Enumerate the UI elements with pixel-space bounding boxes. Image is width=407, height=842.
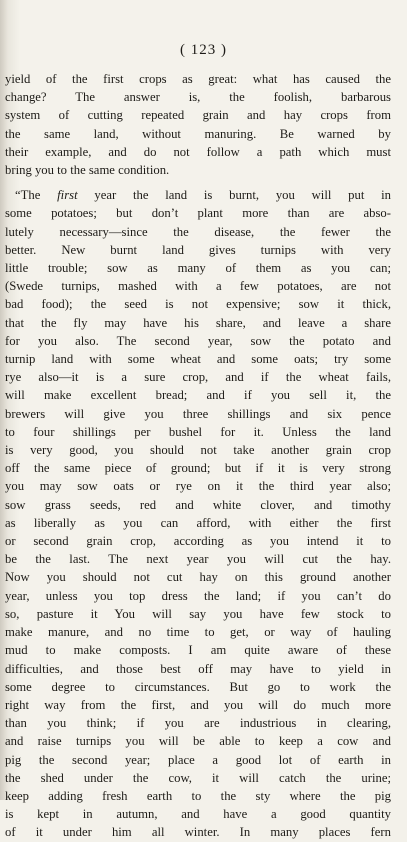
text-line: difficulties, and those best off may have to yield in	[5, 661, 391, 676]
text-line: better. New burnt land gives turnips with very	[5, 242, 391, 257]
text-line: system of cutting repeated grain and hay crops from	[5, 108, 391, 123]
text-line: change? The answer is, the foolish, barbarous	[5, 90, 391, 105]
text-line: sow grass seeds, red and white clover, and timothy	[5, 497, 391, 512]
text-line: some degree to circumstances. But go to work the	[5, 679, 391, 694]
text-line: year, unless you top dress the land; if you can’t do	[5, 588, 391, 603]
text-line: bad food); the seed is not expensive; sow it thick,	[5, 297, 391, 312]
text-line: and raise turnips you will be able to keep a cow and	[5, 734, 391, 749]
text-line: Now you should not cut hay on this ground another	[5, 570, 391, 585]
text-line: yield of the first crops as great: what has caused the	[5, 72, 391, 86]
text-line: of it under him all winter. In many places fern	[5, 825, 391, 840]
paragraph-1	[5, 70, 391, 179]
text-line: than you think; if you are industrious in clearing,	[5, 716, 391, 731]
text-line-first: “The first year the land is burnt, you will put in	[15, 188, 391, 203]
text-line: as liberally as you can afford, with either the first	[5, 515, 391, 530]
text-line: make manure, and no time to get, or way of hauling	[5, 625, 391, 640]
text-line: will make excellent bread; and if you sell it, the	[5, 388, 391, 403]
text-line: lutely necessary—since the disease, the fewer the	[5, 224, 391, 239]
text-line: off the same piece of ground; but if it is very strong	[5, 461, 391, 476]
paragraph-2	[5, 186, 391, 841]
text-line: little trouble; sow as many of them as you can;	[5, 261, 391, 276]
text-line: is very good, you should not take another grain crop	[5, 443, 391, 458]
page-number: ( 123 )	[180, 42, 227, 58]
text-line: some potatoes; but don’t plant more than are abso-	[5, 206, 391, 221]
text-line: you may sow oats or rye on it the third year also;	[5, 479, 391, 494]
text-line: right way from the first, and you will do much more	[5, 697, 391, 712]
text-line: for you also. The second year, sow the potato and	[5, 333, 391, 348]
text-line: keep adding fresh earth to the sty where the pig	[5, 788, 391, 803]
text-line: rye also—it is a sure crop, and if the wheat fails,	[5, 370, 391, 385]
emphasized-word: first	[57, 188, 78, 203]
text-line: that the fly may have his share, and leave a share	[5, 315, 391, 330]
text-line: brewers will give you three shillings and six pence	[5, 406, 391, 421]
text-line: so, pasture it You will say you have few stock to	[5, 606, 391, 621]
text-line: (Swede turnips, mashed with a few potatoes, are not	[5, 279, 391, 294]
text-line: the shed under the cow, it will catch the urine;	[5, 770, 391, 785]
text-line: the same land, without manuring. Be warned by	[5, 126, 391, 141]
text-line: be the last. The next year you will cut the hay.	[5, 552, 391, 567]
text-line: their example, and do not follow a path which must	[5, 144, 391, 159]
page-text	[5, 70, 391, 842]
text-line: pig the second year; place a good lot of earth in	[5, 752, 391, 767]
text-line: mud to make composts. I am quite aware of these	[5, 643, 391, 658]
text-line: is kept in autumn, and have a good quantity	[5, 807, 391, 822]
text-line: turnip land with some wheat and some oats; try some	[5, 352, 391, 367]
paragraph-gap	[5, 179, 391, 186]
text-line: or second grain crop, according as you intend it to	[5, 534, 391, 549]
text-line: bring you to the same condition.	[5, 163, 170, 178]
text-line: to four shillings per bushel for it. Unless the land	[5, 424, 391, 439]
